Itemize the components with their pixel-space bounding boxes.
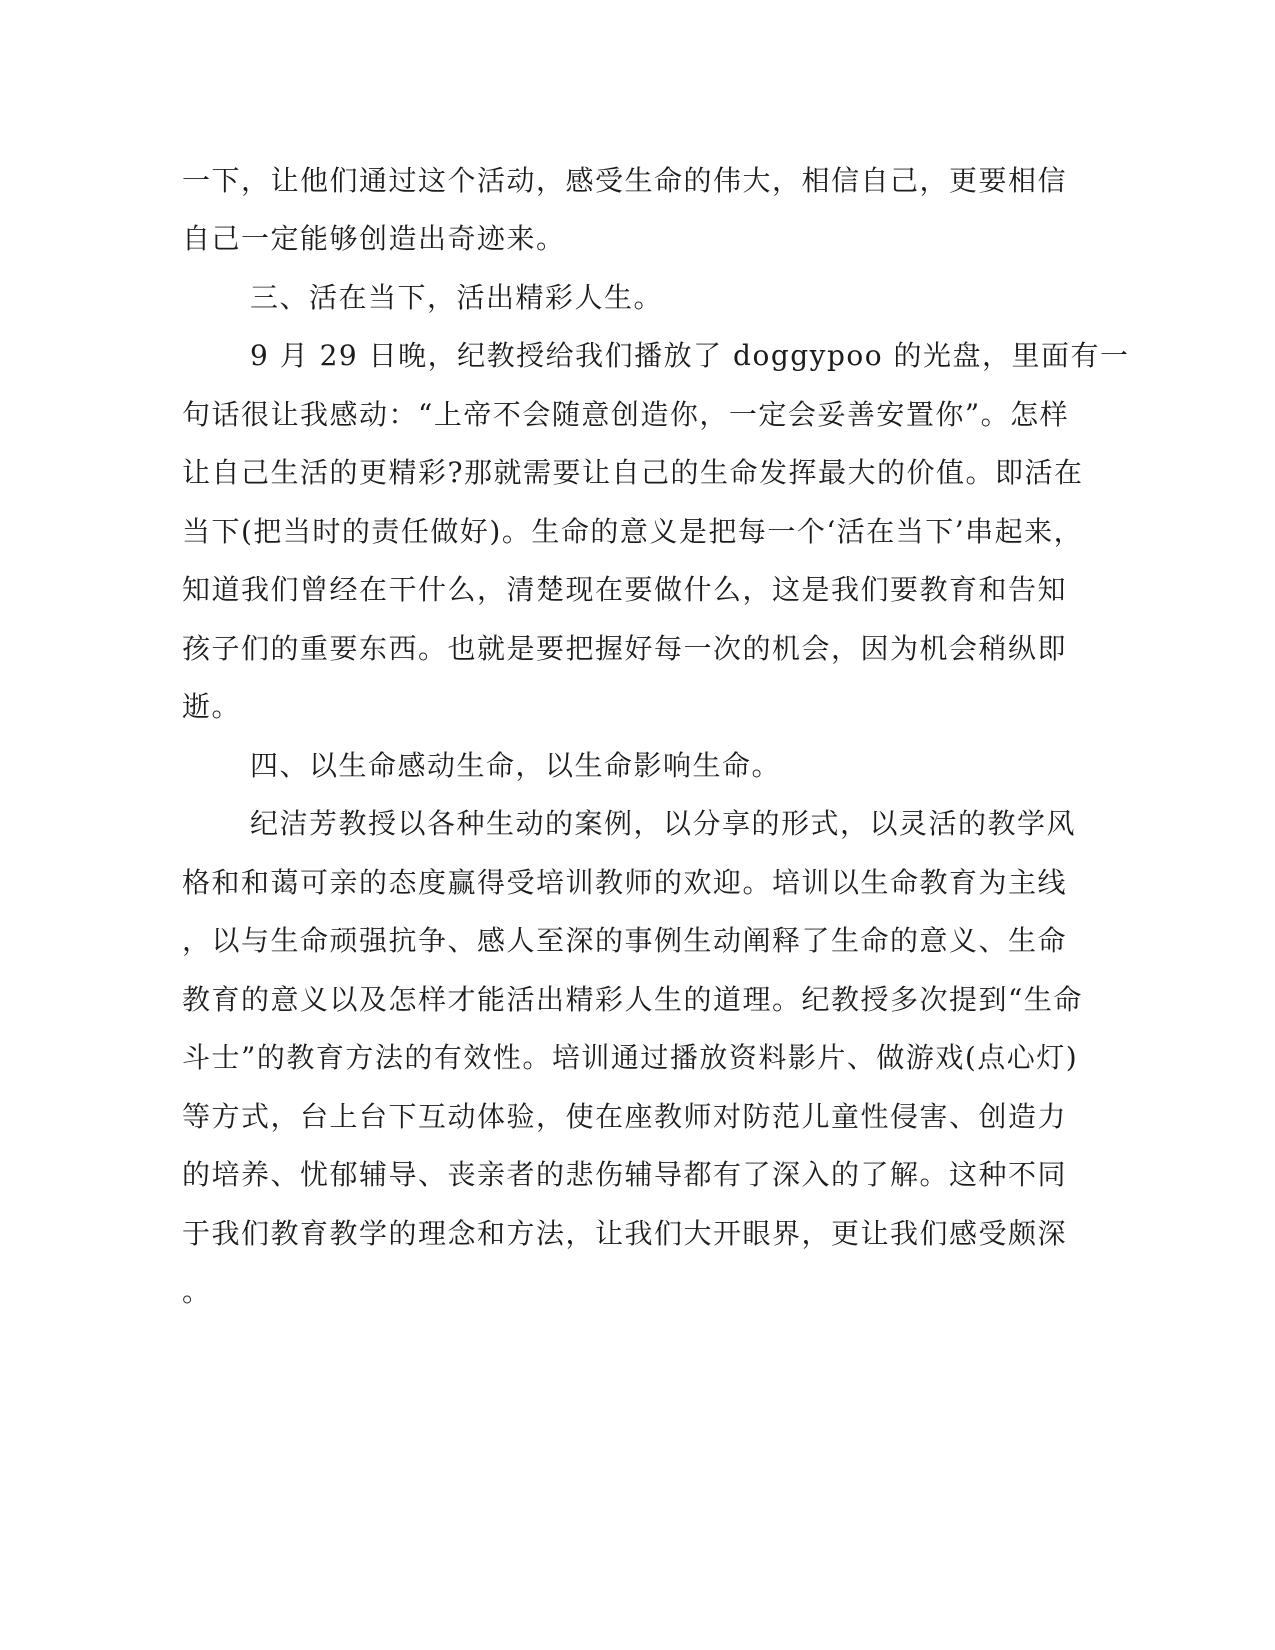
text-line: 9 月 29 日晚，纪教授给我们播放了 doggypoo 的光盘，里面有一	[250, 339, 1130, 372]
text-line: 句话很让我感动：“上帝不会随意创造你，一定会妥善安置你”。怎样	[182, 398, 1070, 431]
section-heading: 四、以生命感动生命，以生命影响生命。	[250, 749, 782, 782]
text-line: 自己一定能够创造出奇迹来。	[182, 222, 566, 255]
text-line: 纪洁芳教授以各种生动的案例，以分享的形式，以灵活的教学风	[250, 807, 1077, 840]
text-line: ，以与生命顽强抗争、感人至深的事例生动阐释了生命的意义、生命	[182, 924, 1068, 957]
text-line: 让自己生活的更精彩?那就需要让自己的生命发挥最大的价值。即活在	[182, 456, 1084, 489]
text-line: 当下(把当时的责任做好)。生命的意义是把每一个‘活在当下’串起来，	[182, 515, 1084, 548]
text-line: 的培养、忧郁辅导、丧亲者的悲伤辅导都有了深入的了解。这种不同	[182, 1158, 1068, 1191]
text-line: 孩子们的重要东西。也就是要把握好每一次的机会，因为机会稍纵即	[182, 632, 1068, 665]
text-line: 知道我们曾经在干什么，清楚现在要做什么，这是我们要教育和告知	[182, 573, 1068, 606]
text-line: 逝。	[182, 690, 242, 723]
text-line: 格和和蔼可亲的态度赢得受培训教师的欢迎。培训以生命教育为主线	[182, 866, 1068, 899]
text-line: 一下，让他们通过这个活动，感受生命的伟大，相信自己，更要相信	[182, 164, 1068, 197]
text-line: 等方式，台上台下互动体验，使在座教师对防范儿童性侵害、创造力	[182, 1100, 1068, 1133]
text-line: 教育的意义以及怎样才能活出精彩人生的道理。纪教授多次提到“生命	[182, 983, 1083, 1016]
text-line: 斗士”的教育方法的有效性。培训通过播放资料影片、做游戏(点心灯)	[182, 1041, 1079, 1074]
text-line: 于我们教育教学的理念和方法，让我们大开眼界，更让我们感受颇深	[182, 1217, 1068, 1250]
section-heading: 三、活在当下，活出精彩人生。	[250, 281, 664, 314]
text-line: 。	[182, 1275, 212, 1308]
